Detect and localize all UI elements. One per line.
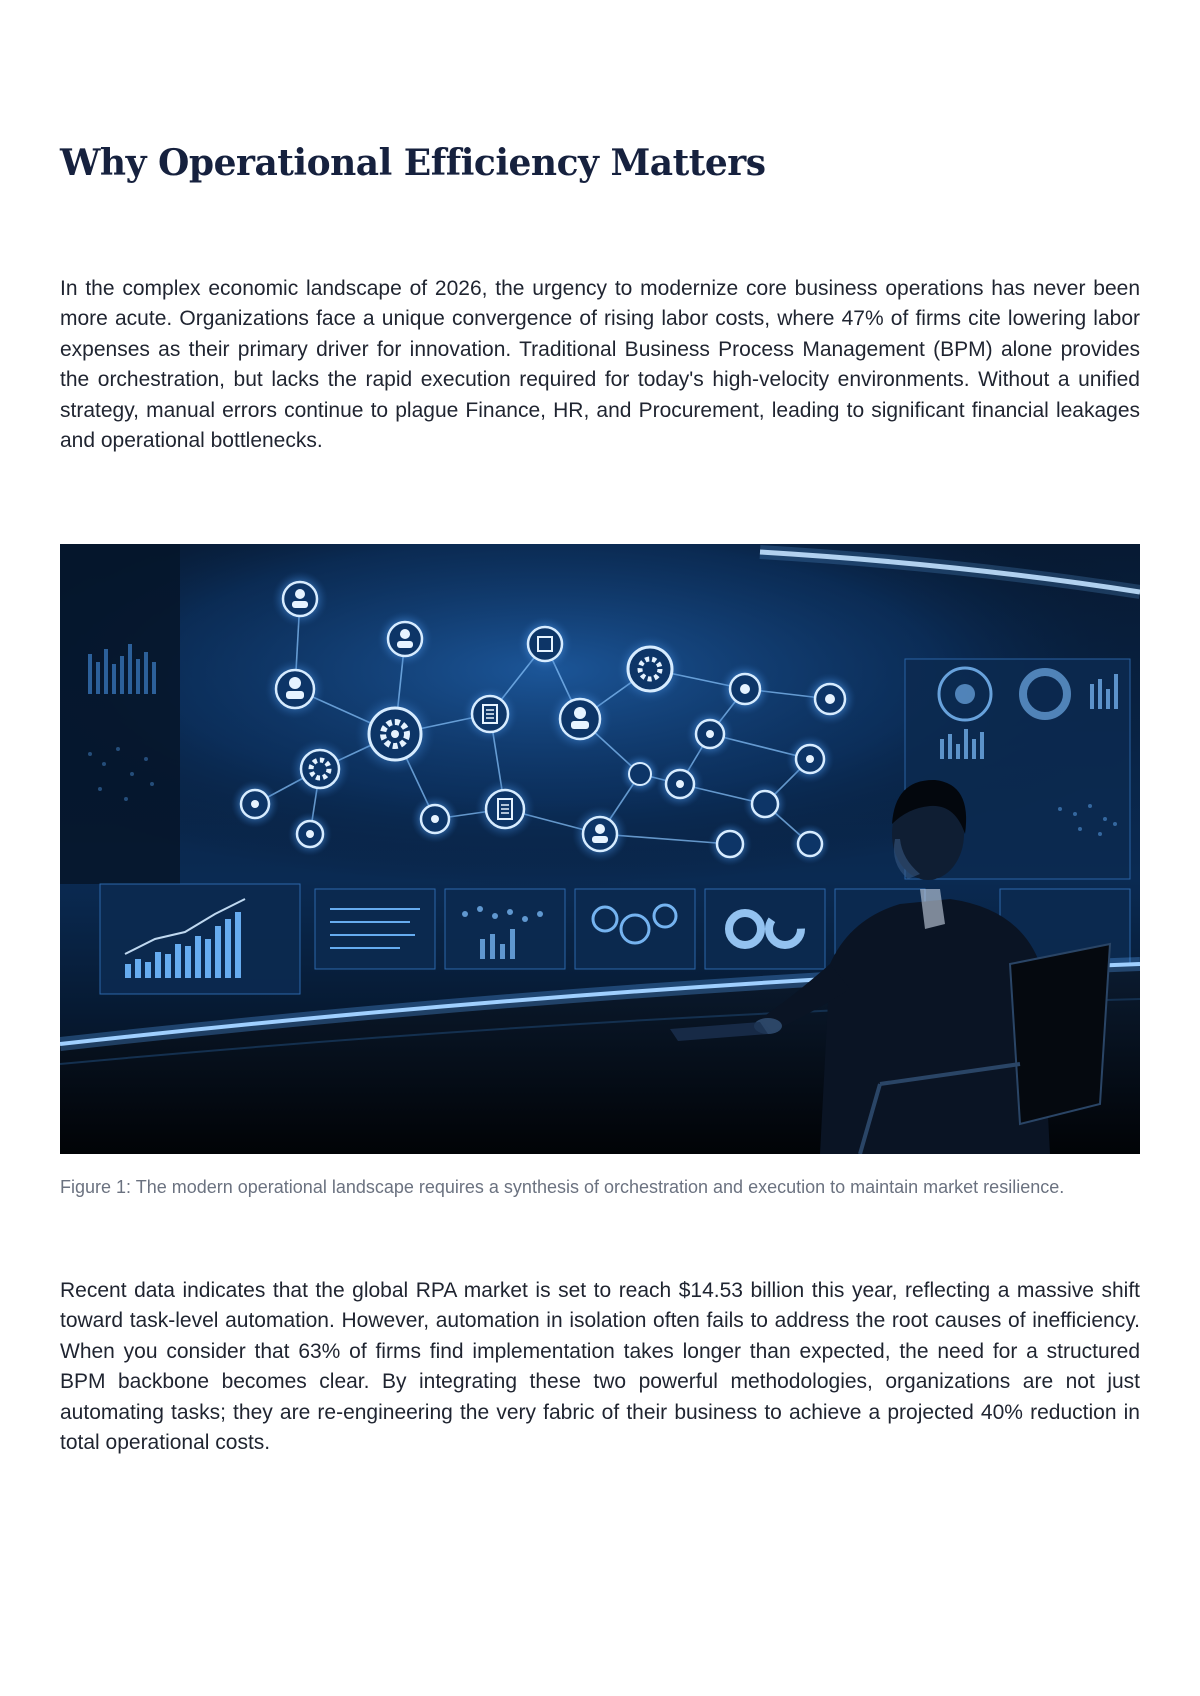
network-node-icon xyxy=(804,673,856,725)
user-icon xyxy=(377,611,433,667)
gear-icon xyxy=(355,694,435,774)
network-node-icon xyxy=(517,616,573,672)
document-icon xyxy=(462,686,518,742)
network-node-icon xyxy=(411,795,459,843)
intro-paragraph: In the complex economic landscape of 2026, the urgency to modernize core business operations has never been more acute. Organizations face a unique convergence of rising labor costs, where 47% of firms cite lowering labor expenses as their primary driver for innovation. Traditional Business Process Management (BPM) alone provides the orchestration, but lacks the rapid execution required for today's high-velocity environments. Without a unified strategy, manual errors continue to plague Finance, HR, and Procurement, leading to significant financial leakages and operational bottlenecks. xyxy=(60,277,1140,453)
network-node-icon xyxy=(656,760,704,808)
page-title: Why Operational Efficiency Matters xyxy=(60,142,766,184)
network-node-icon xyxy=(708,822,752,866)
network-node-icon xyxy=(231,780,279,828)
user-icon xyxy=(572,806,628,862)
network-node-icon xyxy=(272,571,328,627)
network-node-icon xyxy=(686,710,734,758)
network-node-icon xyxy=(743,782,787,826)
user-icon xyxy=(548,687,612,751)
figure-caption: Figure 1: The modern operational landscape requires a synthesis of orchestration and execution to maintain market resilience. xyxy=(60,1177,1065,1197)
user-icon xyxy=(265,659,325,719)
network-node-icon xyxy=(786,735,834,783)
network-node-icon xyxy=(790,824,830,864)
gear-icon xyxy=(290,739,350,799)
document-icon xyxy=(475,779,535,839)
control-room-illustration xyxy=(60,544,1140,1154)
network-node-icon xyxy=(620,754,660,794)
gear-icon xyxy=(616,635,684,703)
network-node-icon xyxy=(719,663,771,715)
figure-image xyxy=(60,544,1140,1154)
network-node-icon xyxy=(288,812,332,856)
body-paragraph: Recent data indicates that the global RPA market is set to reach $14.53 billion this year, reflecting a massive shift toward task-level automation. However, automation in isolation often fails to address the root causes of inefficiency. When you consider that 63% of firms find implementation takes longer than expected, the need for a structured BPM backbone becomes clear. By integrating these two powerful methodologies, organizations are not just automating tasks; they are re-engineering the very fabric of their business to achieve a projected 40% reduction in total operational costs. xyxy=(60,1279,1140,1455)
